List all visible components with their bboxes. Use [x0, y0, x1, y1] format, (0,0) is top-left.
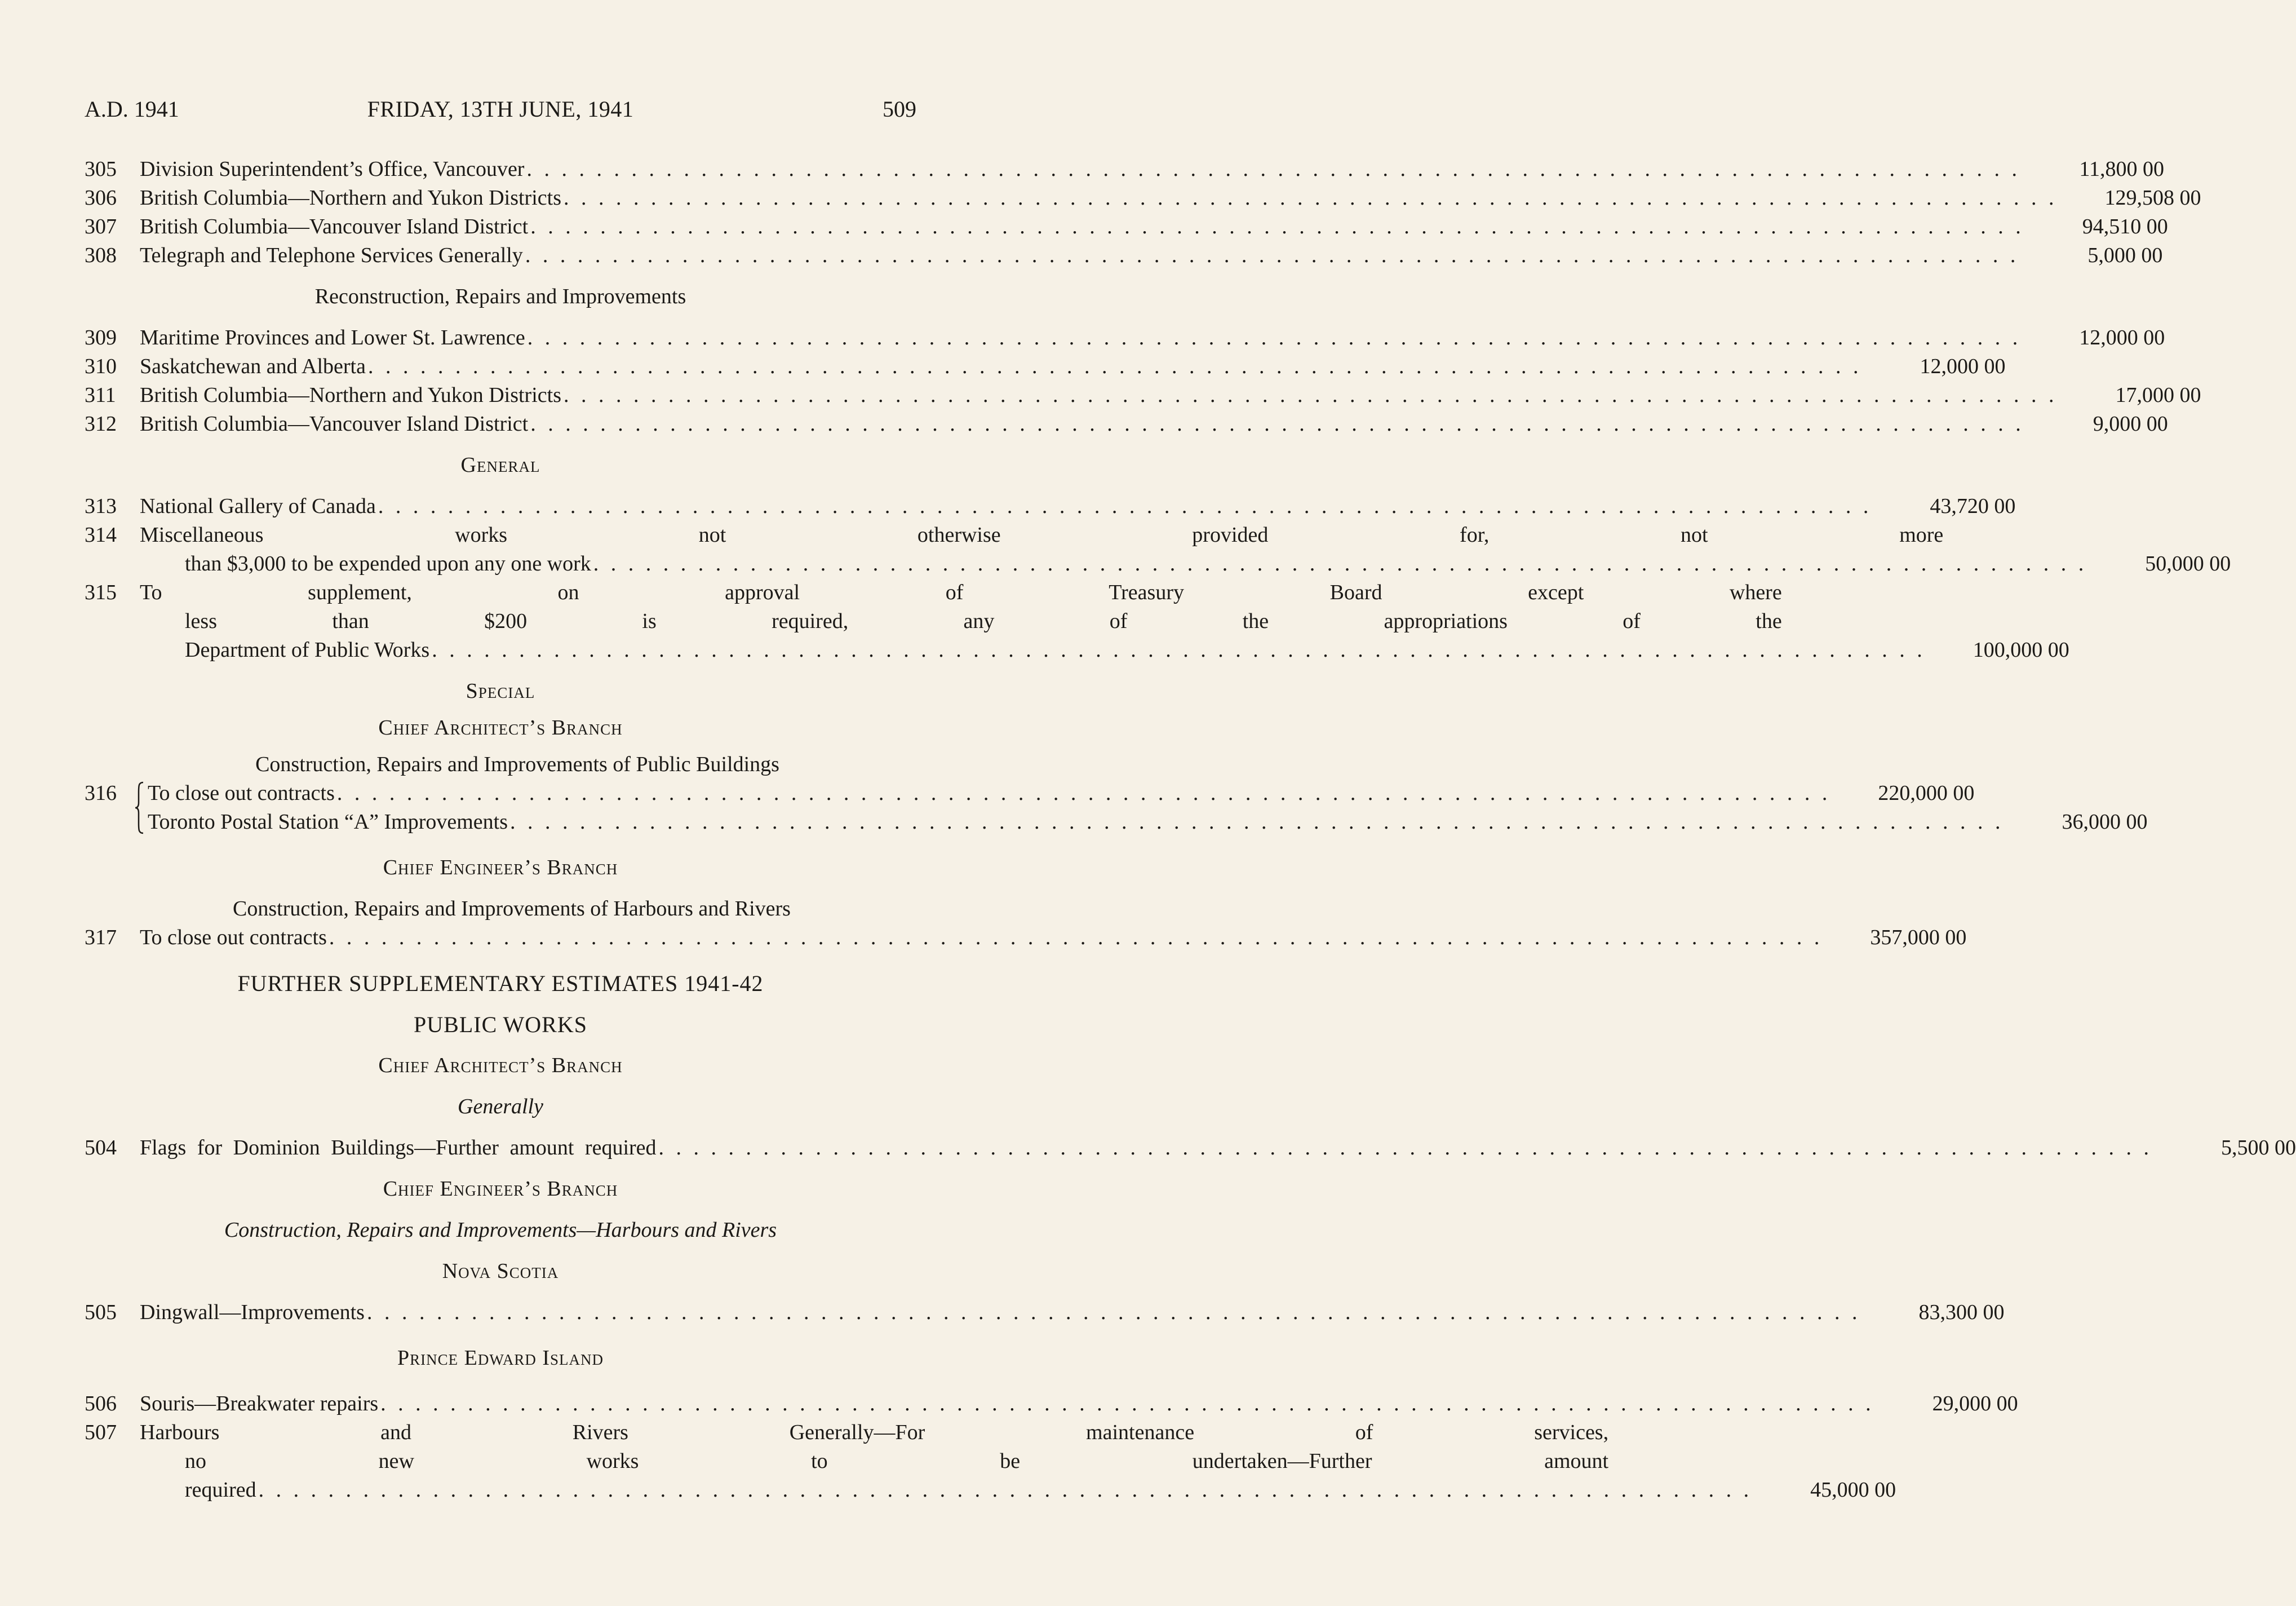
heading-generally: Generally: [458, 1095, 543, 1118]
item-amount: 100,000 00: [1973, 638, 2069, 662]
item-312: 312 British Columbia—Vancouver Island District . . . 9,000 00: [85, 410, 916, 439]
item-316: 316 To close out contracts . . . 220,000 00 Toronto Postal Station “A” Improvements . . . 36,000 00: [85, 779, 916, 837]
item-amount: 5,500 00: [2221, 1136, 2296, 1160]
heading-chief-engineer: Chief Engineer’s Branch: [383, 856, 618, 879]
heading-chief-engineer-2: Chief Engineer’s Branch: [383, 1177, 618, 1201]
item-amount: 5,000 00: [2087, 244, 2163, 267]
page-number: 509: [883, 96, 916, 122]
heading-construction-harbours: Construction, Repairs and Improvements of Harbours and Rivers: [233, 897, 791, 921]
item-306: 306 British Columbia—Northern and Yukon Districts . . . 129,508 00: [85, 184, 916, 213]
item-305: 305 Division Superintendent’s Office, Vancouver . . . 11,800 00: [85, 155, 916, 184]
item-315: 315 To supplement, on approval of Treasury Board except where less than $200 is required, any of the appropriations of the Department of Public Works . . . 100,000 00: [85, 578, 916, 665]
item-amount: 9,000 00: [2093, 412, 2168, 436]
item-amount: 83,300 00: [1918, 1300, 2005, 1324]
heading-reconstruction: Reconstruction, Repairs and Improvements: [314, 285, 686, 308]
item-amount: 36,000 00: [2062, 810, 2148, 834]
item-313: 313 National Gallery of Canada . . . 43,720 00: [85, 492, 916, 521]
header-year: A.D. 1941: [85, 96, 179, 122]
item-311: 311 British Columbia—Northern and Yukon Districts . . . 17,000 00: [85, 381, 916, 410]
item-amount: 357,000 00: [1870, 926, 1967, 949]
heading-construction-harbours-italic: Construction, Repairs and Improvements—Harbours and Rivers: [224, 1218, 777, 1242]
item-amount: 50,000 00: [2145, 552, 2231, 576]
heading-construction-buildings: Construction, Repairs and Improvements of Public Buildings: [255, 753, 779, 776]
item-amount: 29,000 00: [1932, 1392, 2018, 1415]
item-amount: 94,510 00: [2082, 215, 2168, 238]
item-amount: 45,000 00: [1810, 1478, 1896, 1502]
heading-nova-scotia: Nova Scotia: [442, 1259, 559, 1283]
item-amount: 43,720 00: [1930, 494, 2016, 518]
item-309: 309 Maritime Provinces and Lower St. Lawrence . . . 12,000 00: [85, 324, 916, 352]
item-310: 310 Saskatchewan and Alberta . . . 12,000 00: [85, 352, 916, 381]
item-308: 308 Telegraph and Telephone Services Generally . . . 5,000 00: [85, 241, 916, 270]
item-amount: 129,508 00: [2104, 186, 2201, 210]
estimates-body: [85, 155, 2296, 1505]
item-amount: 220,000 00: [1878, 781, 1975, 805]
item-amount: 11,800 00: [2079, 157, 2164, 181]
heading-special: Special: [466, 679, 535, 703]
item-504: 504 Flags for Dominion Buildings—Further amount required . . . 5,500 00: [85, 1134, 916, 1162]
item-amount: 12,000 00: [1920, 355, 2006, 378]
heading-pei: Prince Edward Island: [397, 1346, 604, 1370]
item-507: 507 Harbours and Rivers Generally—For maintenance of services, no new works to be undertaken—Further amount required . . . 45,000 00: [85, 1418, 916, 1505]
heading-public-works: PUBLIC WORKS: [414, 1012, 587, 1037]
item-317: 317 To close out contracts . . . 357,000 00: [85, 923, 916, 952]
item-314: 314 Miscellaneous works not otherwise provided for, not more than $3,000 to be expended upon any one work . . . 50,000 00: [85, 521, 916, 578]
item-amount: 12,000 00: [2079, 326, 2165, 349]
heading-general: General: [460, 453, 540, 477]
header-date: FRIDAY, 13TH JUNE, 1941: [367, 96, 634, 122]
heading-chief-architect-2: Chief Architect’s Branch: [378, 1054, 623, 1077]
running-header: [85, 96, 916, 124]
item-307: 307 British Columbia—Vancouver Island District . . . 94,510 00: [85, 213, 916, 241]
heading-further-estimates: FURTHER SUPPLEMENTARY ESTIMATES 1941-42: [237, 971, 764, 996]
item-505: 505 Dingwall—Improvements . . . 83,300 00: [85, 1298, 916, 1327]
item-amount: 17,000 00: [2115, 383, 2201, 407]
heading-chief-architect: Chief Architect’s Branch: [378, 716, 623, 740]
item-506: 506 Souris—Breakwater repairs . . . 29,000 00: [85, 1390, 916, 1418]
